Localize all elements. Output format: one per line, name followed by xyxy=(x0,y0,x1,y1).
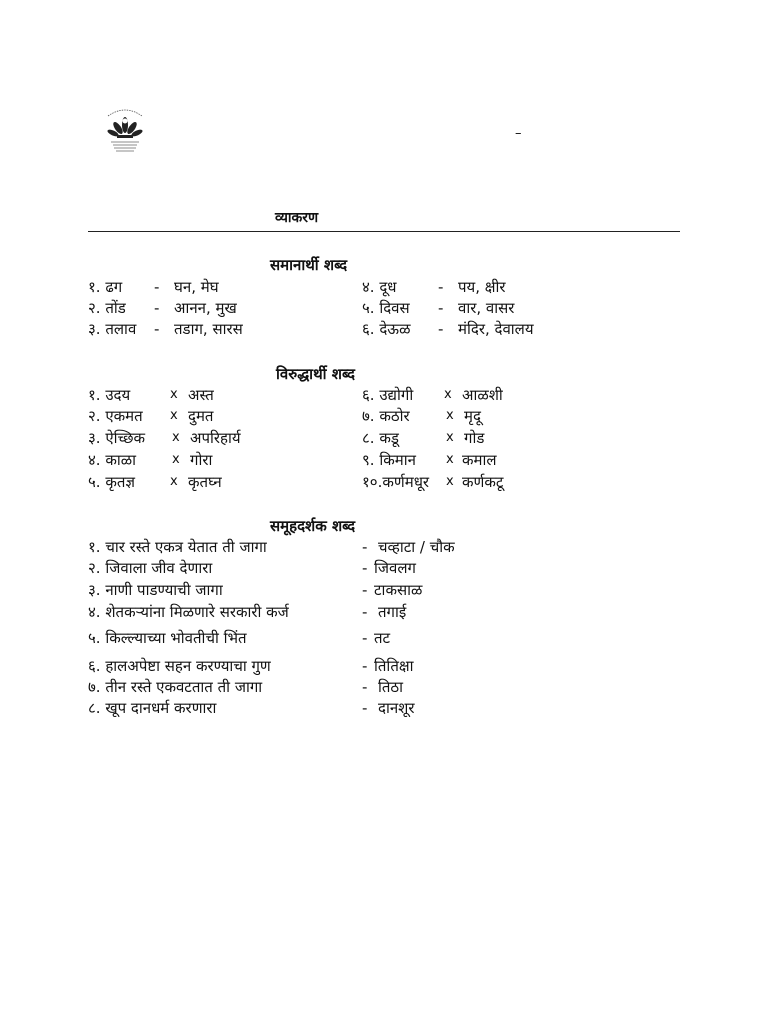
group-word-phrase: ६. हालअपेष्टा सहन करण्याचा गुण xyxy=(88,657,271,675)
antonym-cross: x xyxy=(446,452,454,467)
synonym-dash: - xyxy=(154,299,160,317)
antonym-word: ८. कडू xyxy=(362,429,399,447)
group-word-phrase: ७. तीन रस्ते एकवटतात ती जागा xyxy=(88,678,263,696)
group-words-heading: समूहदर्शक शब्द xyxy=(270,517,356,535)
antonym-opposite: आळशी xyxy=(462,386,503,404)
antonym-word: १०.कर्णमधूर xyxy=(362,473,430,491)
antonym-word: २. एकमत xyxy=(88,407,143,425)
group-word-answer: तट xyxy=(374,629,391,647)
group-word-phrase: ३. नाणी पाडण्याची जागा xyxy=(88,581,223,599)
group-word-answer: तिठा xyxy=(378,678,404,696)
group-word-answer: दानशूर xyxy=(378,699,415,717)
synonym-word: ३. तलाव xyxy=(88,320,137,338)
antonym-opposite: गोरा xyxy=(190,451,213,469)
school-emblem-icon xyxy=(100,104,150,154)
antonym-cross: x xyxy=(170,408,178,423)
antonym-cross: x xyxy=(170,387,178,402)
group-word-answer: तितिक्षा xyxy=(374,657,414,675)
antonym-opposite: गोड xyxy=(464,429,485,447)
antonym-opposite: कमाल xyxy=(462,451,497,469)
antonym-opposite: दुमत xyxy=(188,407,214,425)
synonym-dash: - xyxy=(154,320,160,338)
antonym-word: ७. कठोर xyxy=(362,407,410,425)
group-word-phrase: २. जिवाला जीव देणारा xyxy=(88,559,213,577)
antonym-word: ३. ऐच्छिक xyxy=(88,429,146,447)
group-word-phrase: ४. शेतकऱ्यांना मिळणारे सरकारी कर्ज xyxy=(88,603,289,621)
group-word-dash: - xyxy=(362,559,368,577)
group-word-dash: - xyxy=(362,538,368,556)
antonym-word: ५. कृतज्ञ xyxy=(88,473,136,491)
synonym-word: २. तोंड xyxy=(88,299,126,317)
synonym-word: ४. दूध xyxy=(362,278,397,296)
antonym-opposite: मृदू xyxy=(464,407,481,425)
antonym-cross: x xyxy=(446,474,454,489)
antonym-word: ९. किमान xyxy=(362,451,416,469)
synonym-word: ५. दिवस xyxy=(362,299,410,317)
synonym-meaning: पय, क्षीर xyxy=(458,278,506,296)
group-word-answer: जिवलग xyxy=(374,559,416,577)
antonym-cross: x xyxy=(444,387,452,402)
group-word-dash: - xyxy=(362,657,368,675)
synonym-dash: - xyxy=(438,278,444,296)
group-word-answer: चव्हाटा / चौक xyxy=(378,538,455,556)
group-word-dash: - xyxy=(362,581,368,599)
group-word-dash: - xyxy=(362,699,368,717)
antonym-word: ६. उद्योगी xyxy=(362,386,414,404)
synonym-word: ६. देऊळ xyxy=(362,320,411,338)
synonyms-heading: समानार्थी शब्द xyxy=(270,256,348,274)
synonym-meaning: तडाग, सारस xyxy=(174,320,243,338)
antonym-word: १. उदय xyxy=(88,386,131,404)
group-word-phrase: ८. खूप दानधर्म करणारा xyxy=(88,699,217,717)
antonym-opposite: कृतघ्न xyxy=(188,473,222,491)
synonym-meaning: घन, मेघ xyxy=(174,278,219,296)
antonym-cross: x xyxy=(172,430,180,445)
synonym-word: १. ढग xyxy=(88,278,123,296)
antonym-cross: x xyxy=(172,452,180,467)
antonym-opposite: अस्त xyxy=(188,386,214,404)
header-divider xyxy=(88,231,680,232)
subject-title: व्याकरण xyxy=(275,210,319,226)
header-dash: – xyxy=(515,126,522,141)
antonym-word: ४. काळा xyxy=(88,451,137,469)
synonym-meaning: वार, वासर xyxy=(458,299,515,317)
antonym-cross: x xyxy=(446,430,454,445)
antonym-cross: x xyxy=(170,474,178,489)
group-word-dash: - xyxy=(362,678,368,696)
group-word-dash: - xyxy=(362,629,368,647)
group-word-answer: तगाई xyxy=(378,603,407,621)
synonym-meaning: आनन, मुख xyxy=(174,299,237,317)
group-word-answer: टाकसाळ xyxy=(374,581,423,599)
antonym-cross: x xyxy=(446,408,454,423)
synonym-dash: - xyxy=(438,299,444,317)
antonym-opposite: अपरिहार्य xyxy=(190,429,241,447)
group-word-phrase: १. चार रस्ते एकत्र येतात ती जागा xyxy=(88,538,267,556)
group-word-phrase: ५. किल्ल्याच्या भोवतीची भिंत xyxy=(88,629,247,647)
antonyms-heading: विरुद्धार्थी शब्द xyxy=(276,365,355,383)
synonym-dash: - xyxy=(438,320,444,338)
synonym-dash: - xyxy=(154,278,160,296)
group-word-dash: - xyxy=(362,603,368,621)
antonym-opposite: कर्णकटू xyxy=(462,473,504,491)
synonym-meaning: मंदिर, देवालय xyxy=(458,320,534,338)
